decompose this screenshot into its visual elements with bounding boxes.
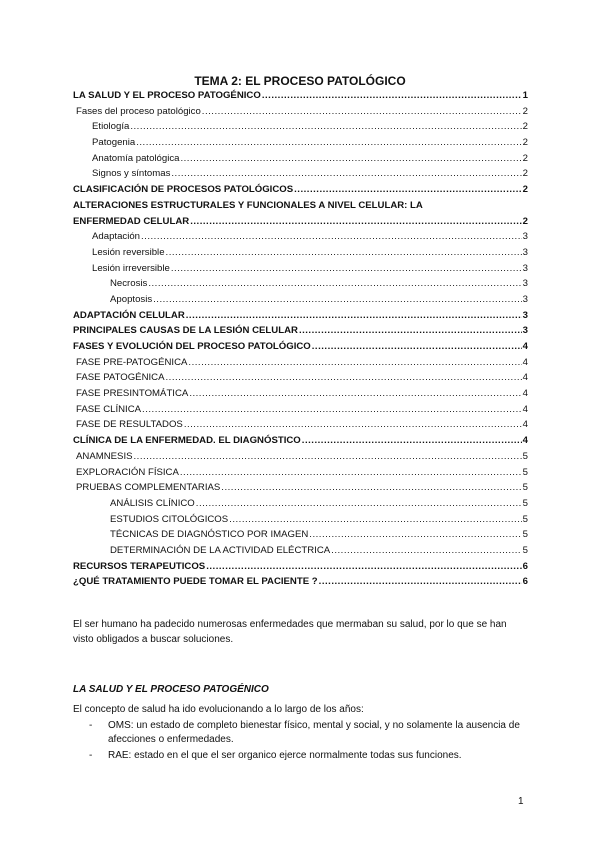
toc-entry[interactable]	[73, 90, 528, 106]
toc-entry-page: 2	[522, 121, 528, 133]
toc-entry-page: 3	[522, 325, 528, 337]
toc-leader-dots	[142, 404, 522, 415]
toc-leader-dots	[221, 482, 521, 493]
toc-leader-dots	[184, 419, 522, 430]
toc-entry[interactable]	[73, 372, 528, 388]
toc-entry[interactable]	[73, 310, 528, 326]
toc-leader-dots	[202, 106, 522, 117]
bullet-text: OMS: un estado de completo bienestar físico, mental y social, y no solamente la ausencia de afecciones o enfermedades.	[108, 720, 520, 745]
toc-entry[interactable]	[73, 529, 528, 545]
toc-entry[interactable]	[73, 184, 528, 200]
toc-entry-title: ANÁLISIS CLÍNICO	[110, 497, 195, 509]
toc-leader-dots	[136, 137, 521, 148]
toc-entry-page: 4	[522, 372, 528, 384]
toc-leader-dots	[229, 514, 521, 525]
toc-leader-dots	[309, 529, 521, 540]
toc-entry-title: RECURSOS TERAPEUTICOS	[73, 560, 206, 572]
toc-entry-page: 6	[522, 560, 528, 572]
toc-entry-page: 2	[522, 137, 528, 149]
toc-leader-dots	[171, 263, 522, 274]
toc-entry-page: 4	[522, 341, 528, 352]
toc-entry-page: 3	[522, 278, 528, 290]
toc-leader-dots	[302, 435, 522, 446]
toc-entry-title: Patogenia	[92, 137, 136, 149]
toc-entry[interactable]	[73, 467, 528, 483]
toc-entry[interactable]	[73, 561, 528, 577]
toc-entry-page: 3	[522, 309, 528, 321]
toc-entry-page: 4	[522, 435, 528, 447]
toc-entry[interactable]	[73, 106, 528, 122]
toc-entry-title: Lesión irreversible	[92, 262, 170, 274]
document-title: TEMA 2: EL PROCESO PATOLÓGICO	[194, 74, 406, 88]
toc-leader-dots	[134, 451, 522, 462]
toc-entry-title: ANAMNESIS	[76, 450, 133, 462]
toc-leader-dots	[312, 341, 522, 352]
toc-entry-page: 5	[522, 529, 528, 541]
toc-entry[interactable]	[73, 404, 528, 420]
table-of-contents	[73, 90, 528, 592]
toc-leader-dots	[190, 216, 521, 227]
toc-entry-page: 1	[522, 90, 528, 101]
toc-entry[interactable]	[73, 137, 528, 153]
bullet-marker: -	[89, 720, 93, 731]
page-number: 1	[518, 796, 524, 807]
toc-entry-page: 2	[522, 105, 528, 117]
section-heading: LA SALUD Y EL PROCESO PATOGÉNICO	[73, 684, 269, 695]
toc-leader-dots	[130, 121, 521, 132]
toc-entry[interactable]	[73, 451, 528, 467]
toc-leader-dots	[148, 278, 521, 289]
toc-entry[interactable]	[73, 576, 528, 592]
toc-leader-dots	[319, 576, 522, 587]
toc-leader-dots	[166, 372, 522, 383]
toc-entry[interactable]	[73, 263, 528, 279]
toc-entry-page: 4	[522, 419, 528, 431]
toc-entry[interactable]	[73, 482, 528, 498]
toc-entry[interactable]	[73, 435, 528, 451]
toc-entry-title: LA SALUD Y EL PROCESO PATOGÉNICO	[73, 90, 261, 101]
toc-entry[interactable]	[73, 514, 528, 530]
toc-leader-dots	[153, 294, 522, 305]
toc-entry-page: 5	[522, 482, 528, 494]
toc-leader-dots	[166, 247, 522, 258]
toc-entry-page: 4	[522, 403, 528, 415]
toc-entry-title: Etiología	[92, 121, 130, 133]
toc-entry[interactable]	[73, 153, 528, 169]
toc-entry-title: Lesión reversible	[92, 246, 165, 258]
toc-entry-title: Adaptación	[92, 231, 141, 243]
toc-entry-title: ¿QUÉ TRATAMIENTO PUEDE TOMAR EL PACIENTE ?	[73, 576, 318, 588]
toc-entry-title: ADAPTACIÓN CELULAR	[73, 309, 185, 321]
toc-entry-page: 2	[522, 152, 528, 164]
toc-entry-title: PRINCIPALES CAUSAS DE LA LESIÓN CELULAR	[73, 325, 298, 337]
toc-entry-page: 4	[522, 388, 528, 400]
toc-entry-title: ESTUDIOS CITOLÓGICOS	[110, 513, 229, 525]
toc-entry-title: CLÍNICA DE LA ENFERMEDAD. EL DIAGNÓSTICO	[73, 435, 301, 447]
toc-entry-page: 4	[522, 356, 528, 368]
toc-leader-dots	[180, 467, 522, 478]
toc-entry-page: 5	[522, 513, 528, 525]
toc-entry-page: 2	[522, 215, 528, 227]
intro-paragraph: El ser humano ha padecido numerosas enfermedades que mermaban su salud, por lo que se han visto obligados a buscar soluciones.	[73, 619, 507, 645]
toc-entry-page: 5	[522, 497, 528, 509]
toc-leader-dots	[206, 561, 521, 572]
toc-leader-dots	[196, 498, 522, 509]
toc-entry-page: 2	[522, 184, 528, 196]
toc-entry-page: 3	[522, 262, 528, 274]
toc-leader-dots	[141, 231, 522, 242]
toc-entry-page: 6	[522, 576, 528, 588]
toc-entry-page: 3	[522, 231, 528, 243]
toc-entry-title: Fases del proceso patológico	[76, 105, 201, 117]
toc-entry[interactable]	[73, 419, 528, 435]
toc-leader-dots	[186, 310, 522, 321]
toc-entry[interactable]	[73, 294, 528, 310]
toc-entry-page: 5	[522, 450, 528, 462]
toc-entry[interactable]	[73, 545, 528, 561]
bullet-text: RAE: estado en el que el ser organico ejerce normalmente todas sus funciones.	[108, 750, 462, 761]
toc-entry-title: Apoptosis	[110, 293, 153, 305]
toc-leader-dots	[331, 545, 521, 556]
toc-entry-title: FASE DE RESULTADOS	[76, 419, 183, 431]
toc-entry-title: FASE PATOGÉNICA	[76, 372, 165, 384]
toc-entry-page: 5	[522, 466, 528, 478]
toc-entry-title: FASE PRE-PATOGÉNICA	[76, 356, 188, 368]
toc-leader-dots	[294, 184, 522, 195]
toc-entry-title: FASE CLÍNICA	[76, 403, 142, 415]
toc-entry-title: Necrosis	[110, 278, 148, 290]
toc-leader-dots	[188, 357, 521, 368]
toc-entry-title: TÉCNICAS DE DIAGNÓSTICO POR IMAGEN	[110, 529, 309, 541]
toc-entry[interactable]	[73, 341, 528, 357]
toc-entry-page: 5	[522, 544, 528, 556]
toc-entry[interactable]	[73, 200, 528, 216]
toc-entry[interactable]	[73, 168, 528, 184]
toc-entry-title: FASE PRESINTOMÁTICA	[76, 388, 189, 400]
toc-entry-title: CLASIFICACIÓN DE PROCESOS PATOLÓGICOS	[73, 184, 294, 196]
toc-entry[interactable]	[73, 121, 528, 137]
toc-entry-title: ENFERMEDAD CELULAR	[73, 215, 190, 227]
toc-entry[interactable]	[73, 498, 528, 514]
toc-entry-title: PRUEBAS COMPLEMENTARIAS	[76, 482, 221, 494]
toc-leader-dots	[189, 388, 521, 399]
section-intro: El concepto de salud ha ido evolucionando a lo largo de los años:	[73, 704, 364, 715]
toc-entry-page: 3	[522, 293, 528, 305]
toc-entry-title: EXPLORACIÓN FÍSICA	[76, 466, 179, 478]
toc-entry[interactable]	[73, 357, 528, 373]
toc-entry-title: Signos y síntomas	[92, 168, 171, 180]
bullet-marker: -	[89, 750, 93, 761]
toc-entry[interactable]	[73, 325, 528, 341]
toc-entry[interactable]	[73, 247, 528, 263]
toc-leader-dots	[171, 168, 521, 179]
toc-entry-title: Anatomía patológica	[92, 152, 180, 164]
toc-entry[interactable]	[73, 231, 528, 247]
toc-entry[interactable]	[73, 216, 528, 232]
toc-entry-page: 3	[522, 246, 528, 258]
toc-leader-dots	[299, 325, 522, 336]
toc-leader-dots	[262, 90, 522, 101]
toc-entry-title: ALTERACIONES ESTRUCTURALES Y FUNCIONALES A NIVEL CELULAR: LA	[73, 199, 423, 211]
toc-entry[interactable]	[73, 278, 528, 294]
toc-entry-title: DETERMINACIÓN DE LA ACTIVIDAD ELÉCTRICA	[110, 544, 331, 556]
toc-entry-title: FASES Y EVOLUCIÓN DEL PROCESO PATOLÓGICO	[73, 341, 311, 352]
toc-entry-page: 2	[522, 168, 528, 180]
toc-leader-dots	[180, 153, 521, 164]
toc-entry[interactable]	[73, 388, 528, 404]
